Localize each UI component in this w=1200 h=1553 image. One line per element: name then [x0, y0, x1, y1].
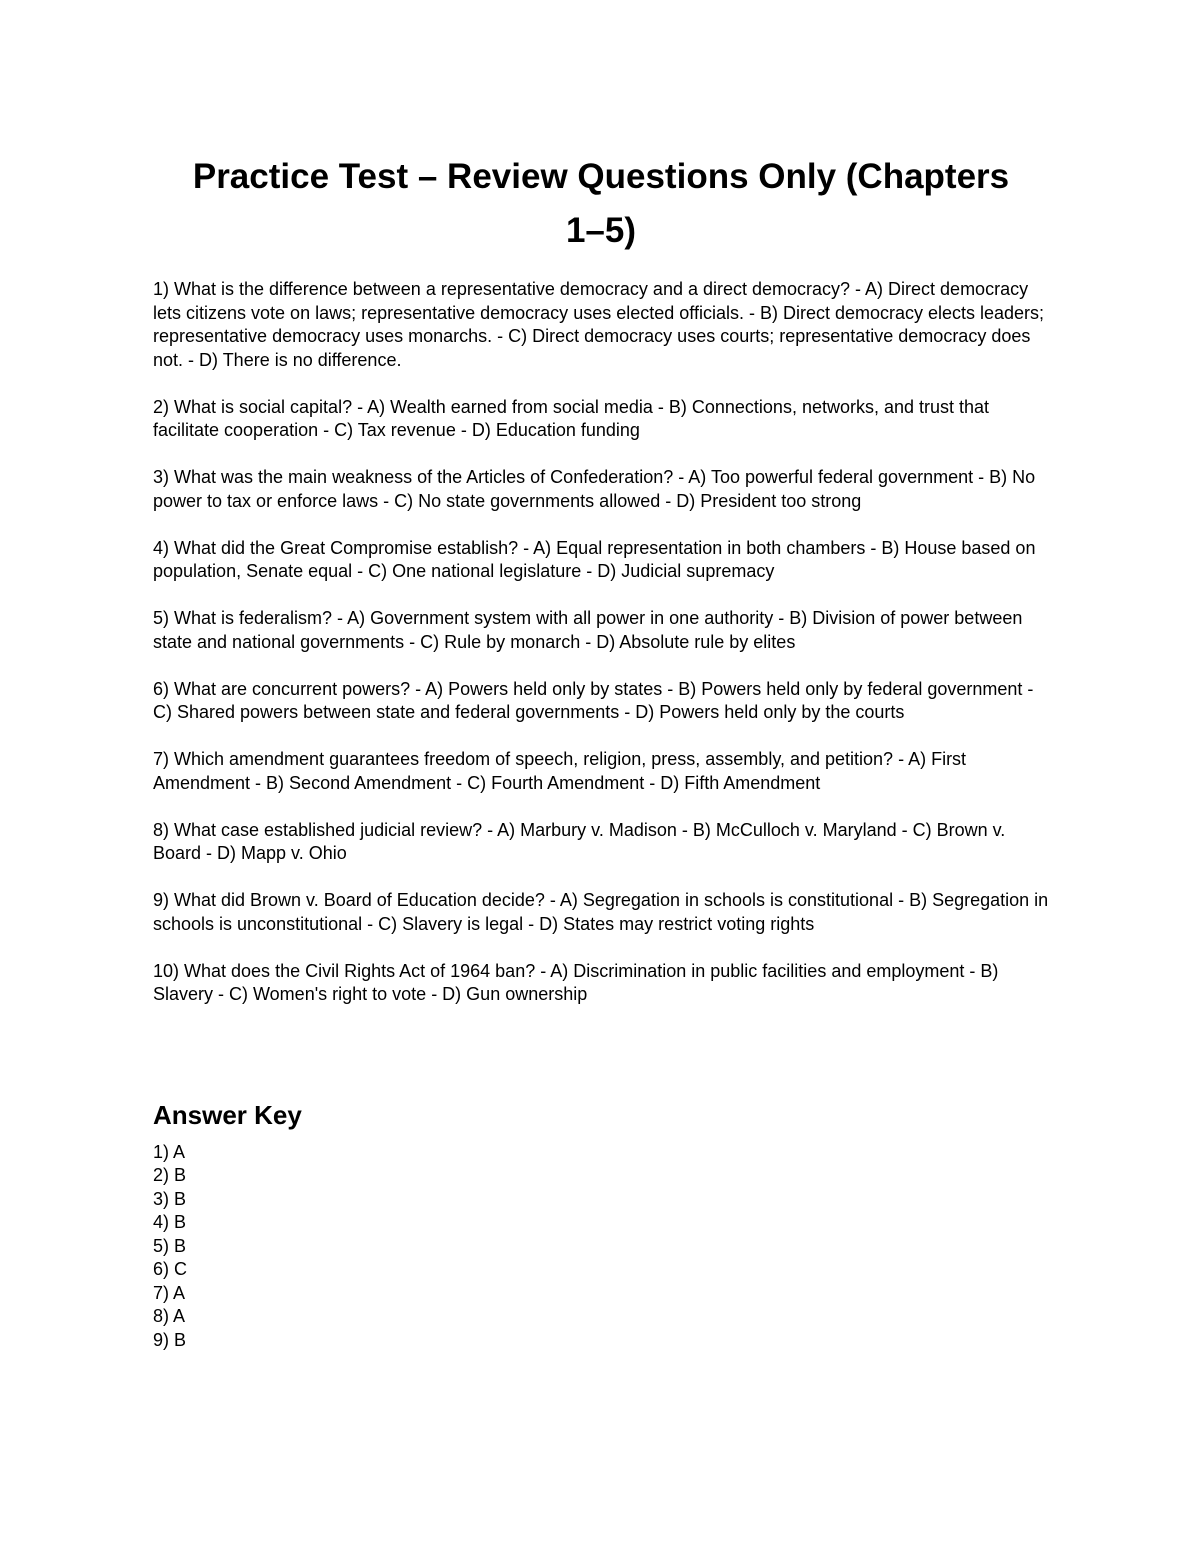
question-3: 3) What was the main weakness of the Articles of Confederation? - A) Too powerful federal government - B) No power to tax or enforce laws - C) No state governments allowed - D) President too strong	[153, 467, 1036, 511]
question-6: 6) What are concurrent powers? - A) Powers held only by states - B) Powers held only by federal government - C) Shared powers between state and federal governments - D) Powers held only by the courts	[153, 678, 1034, 722]
document-page	[153, 150, 1049, 1352]
answer-3: 3) B	[153, 1188, 187, 1209]
question-10: 10) What does the Civil Rights Act of 1964 ban? - A) Discrimination in public facilities and employment - B) Slavery - C) Women's right to vote - D) Gun ownership	[153, 960, 999, 1004]
question-list	[153, 278, 1049, 1007]
answer-2: 2) B	[153, 1165, 187, 1185]
question-4: 4) What did the Great Compromise establish? - A) Equal representation in both chambers - B) House based on population, Senate equal - C) One national legislature - D) Judicial supremacy	[153, 537, 1036, 581]
answer-key-section	[153, 1099, 1049, 1353]
answer-8: 8) A	[153, 1306, 186, 1326]
question-8: 8) What case established judicial review? - A) Marbury v. Madison - B) McCulloch v. Maryland - C) Brown v. Board - D) Mapp v. Ohio	[153, 819, 1006, 863]
answer-list	[153, 1141, 1049, 1353]
question-7: 7) Which amendment guarantees freedom of speech, religion, press, assembly, and petition? - A) First Amendment - B) Second Amendment - C) Fourth Amendment - D) Fifth Amendment	[153, 749, 967, 793]
question-9: 9) What did Brown v. Board of Education decide? - A) Segregation in schools is constitutional - B) Segregation in schools is unconstitutional - C) Slavery is legal - D) States may restrict voting rights	[153, 890, 1049, 934]
document-title: Practice Test – Review Questions Only (Chapters 1–5)	[192, 157, 1010, 250]
question-5: 5) What is federalism? - A) Government system with all power in one authority - B) Division of power between state and national governments - C) Rule by monarch - D) Absolute rule by elites	[153, 608, 1023, 652]
answer-key-title: Answer Key	[153, 1099, 302, 1130]
answer-4: 4) B	[153, 1212, 187, 1232]
answer-7: 7) A	[153, 1282, 186, 1303]
answer-6: 6) C	[153, 1259, 188, 1279]
question-1: 1) What is the difference between a representative democracy and a direct democracy? - A) Direct democracy lets citizens vote on laws; representative democracy uses elected officials. - B) Direct democracy elects leaders; representative democracy uses monarchs. - C) Direct democracy uses courts; representative democracy does not. - D) There is no difference.	[153, 279, 1045, 370]
answer-1: 1) A	[153, 1141, 186, 1162]
answer-5: 5) B	[153, 1235, 187, 1256]
answer-9: 9) B	[153, 1329, 187, 1350]
question-2: 2) What is social capital? - A) Wealth earned from social media - B) Connections, networks, and trust that facilitate cooperation - C) Tax revenue - D) Education funding	[153, 396, 990, 440]
